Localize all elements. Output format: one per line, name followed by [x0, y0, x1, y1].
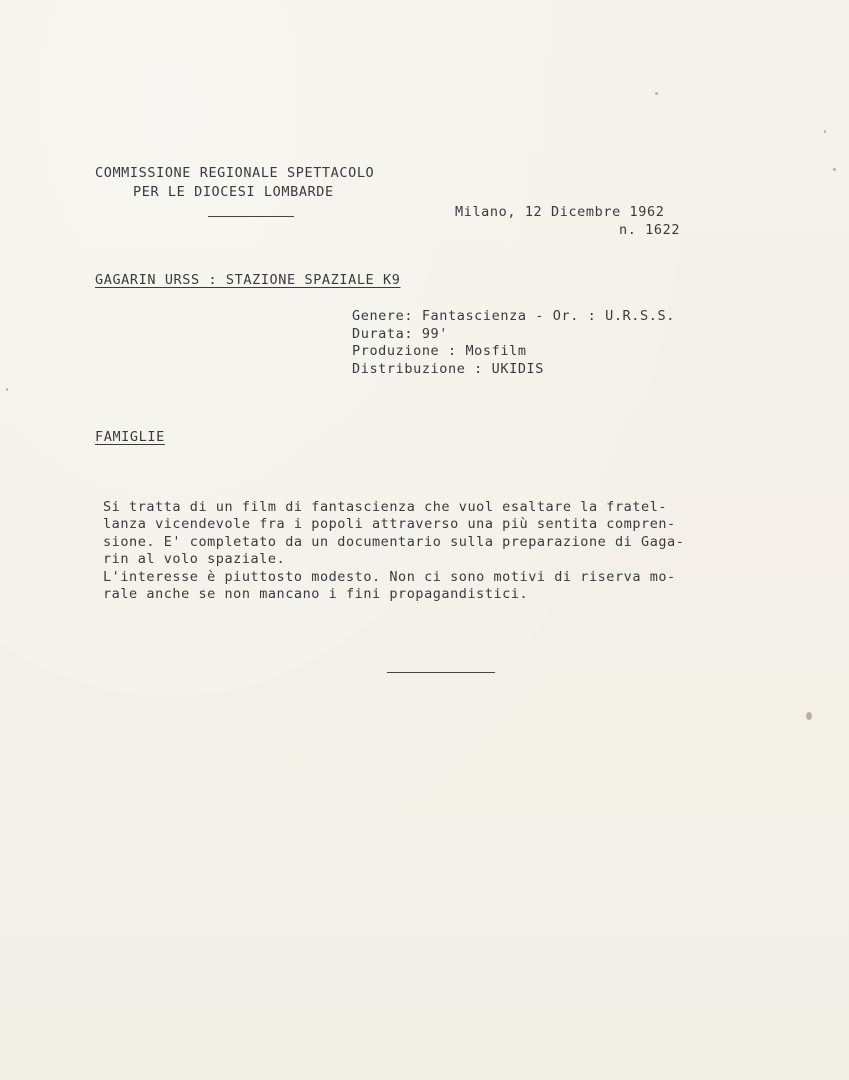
document-number: n. 1622: [619, 222, 681, 238]
review-line: rale anche se non mancano i fini propagandistici.: [103, 586, 529, 602]
organization-name-line1: COMMISSIONE REGIONALE SPETTACOLO: [95, 165, 375, 181]
paper-speck: [655, 92, 658, 95]
film-duration: Durata: 99': [352, 326, 449, 342]
audience-category-heading: FAMIGLIE: [95, 429, 165, 445]
review-line: sione. E' completato da un documentario sulla preparazione di Gaga-: [103, 534, 685, 550]
review-line: rin al volo spaziale.: [103, 551, 286, 567]
paper-speck: [833, 168, 836, 171]
review-line: Si tratta di un film di fantascienza che vuol esaltare la fratel-: [103, 499, 668, 515]
paper-speck: [806, 712, 812, 720]
review-line: L'interesse è piuttosto modesto. Non ci sono motivi di riserva mo-: [103, 569, 676, 585]
document-date: Milano, 12 Dicembre 1962: [455, 204, 665, 220]
film-distribution: Distribuzione : UKIDIS: [352, 361, 545, 377]
organization-name-line2: PER LE DIOCESI LOMBARDE: [133, 184, 334, 200]
review-line: lanza vicendevole fra i popoli attraverso una più sentita compren-: [103, 516, 676, 532]
film-genre: Genere: Fantascienza - Or. : U.R.S.S.: [352, 308, 675, 324]
film-production: Produzione : Mosfilm: [352, 343, 527, 359]
paper-speck: [824, 130, 826, 133]
film-title: GAGARIN URSS : STAZIONE SPAZIALE K9: [95, 272, 401, 288]
header-divider: [208, 216, 294, 217]
closing-divider: [387, 672, 495, 673]
paper-speck: [6, 388, 8, 391]
